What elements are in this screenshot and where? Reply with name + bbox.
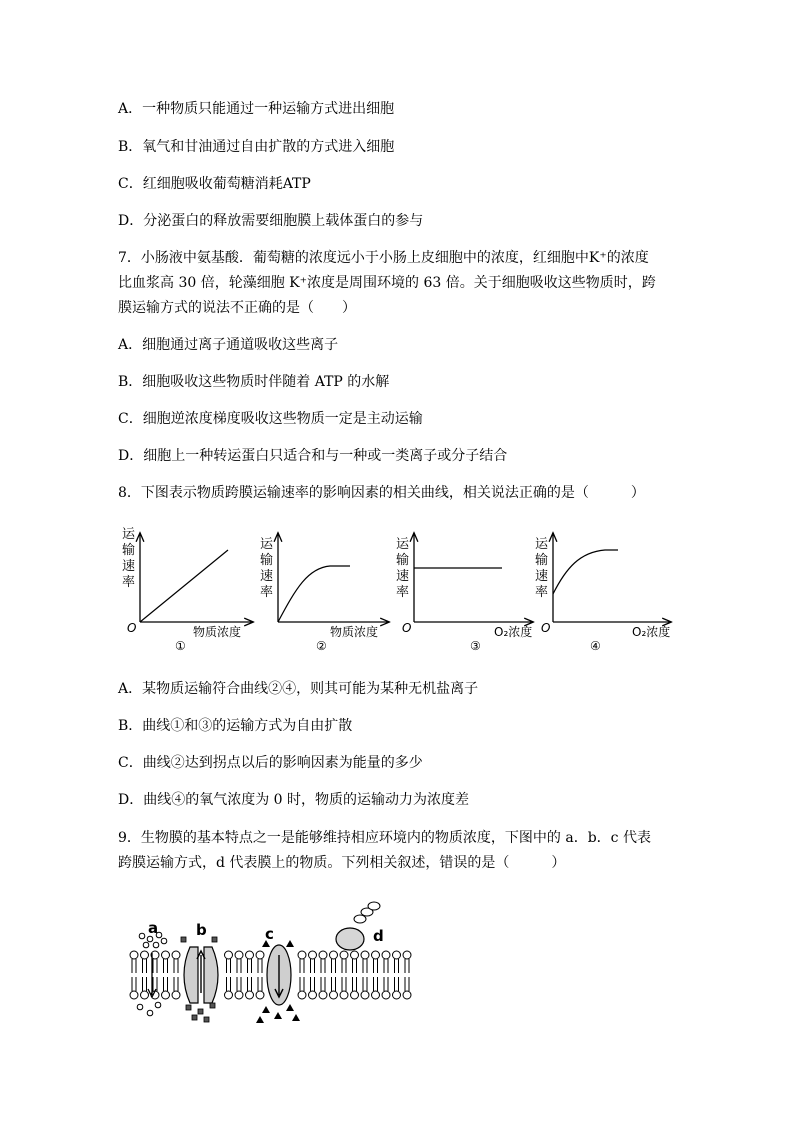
q9-stem-line-1: 9．生物膜的基本特点之一是能够维持相应环境内的物质浓度，下图中的 a．b．c 代表 bbox=[118, 830, 651, 846]
lipid-tail bbox=[353, 959, 357, 973]
lipid-head bbox=[330, 951, 338, 959]
lipid-tail bbox=[300, 977, 304, 991]
graph-1-ylabel-3: 速 bbox=[122, 559, 136, 574]
lipid-tail bbox=[227, 977, 231, 991]
lipid-tail bbox=[363, 959, 367, 973]
graph-1-number: ① bbox=[175, 639, 186, 653]
lipid-head bbox=[235, 991, 243, 999]
graph-1-origin: O bbox=[127, 621, 137, 635]
q8-option-c: C．曲线②达到拐点以后的影响因素为能量的多少 bbox=[118, 755, 423, 771]
lipid-head bbox=[246, 951, 254, 959]
lipid-head bbox=[361, 951, 369, 959]
lipid-tail bbox=[342, 977, 346, 991]
lipid-tail bbox=[153, 959, 157, 973]
graph-2-xlabel: 物质浓度 bbox=[330, 625, 379, 639]
graph-1-ylabel-1: 运 bbox=[122, 527, 136, 542]
lipid-head bbox=[256, 991, 264, 999]
lipid-head bbox=[162, 951, 170, 959]
lipid-tail bbox=[353, 977, 357, 991]
lipid-head bbox=[351, 991, 359, 999]
q6-option-d: D．分泌蛋白的释放需要细胞膜上载体蛋白的参与 bbox=[118, 213, 424, 229]
lipid-tail bbox=[384, 977, 388, 991]
q7-stem-line-1: 7．小肠液中氨基酸．葡萄糖的浓度远小于小肠上皮细胞中的浓度，红细胞中K⁺的浓度 bbox=[118, 250, 649, 266]
q7-option-d: D．细胞上一种转运蛋白只适合和与一种或一类离子或分子结合 bbox=[118, 448, 508, 464]
lipid-tail bbox=[143, 977, 147, 991]
graph-1-ylabel-4: 率 bbox=[122, 575, 136, 590]
lipid-tail bbox=[332, 959, 336, 973]
lipid-tail bbox=[174, 959, 178, 973]
lipid-head bbox=[393, 951, 401, 959]
lipid-tail bbox=[258, 977, 262, 991]
graph-1-ylabel-2: 输 bbox=[122, 543, 136, 558]
lipid-tail bbox=[248, 959, 252, 973]
graph-1-xlabel: 物质浓度 bbox=[193, 625, 242, 639]
q6-option-a: A．一种物质只能通过一种运输方式进出细胞 bbox=[118, 101, 395, 117]
lipid-head bbox=[256, 951, 264, 959]
lipid-head bbox=[351, 951, 359, 959]
graph-4-ylabel-3: 速 bbox=[535, 569, 549, 584]
lipid-head bbox=[382, 951, 390, 959]
graph-2-ylabel-1: 运 bbox=[260, 537, 274, 552]
q7-option-a: A．细胞通过离子通道吸收这些离子 bbox=[118, 337, 339, 353]
q6-option-c: C．红细胞吸收葡萄糖消耗ATP bbox=[118, 176, 311, 192]
lipid-tail bbox=[164, 977, 168, 991]
membrane-diagram bbox=[0, 895, 794, 1045]
lipid-head bbox=[225, 951, 233, 959]
graph-3-origin: O bbox=[402, 621, 412, 635]
graph-4-ylabel-4: 率 bbox=[535, 585, 549, 600]
lipid-head bbox=[319, 951, 327, 959]
lipid-head bbox=[309, 951, 317, 959]
lipid-tail bbox=[300, 959, 304, 973]
lipid-head bbox=[246, 991, 254, 999]
graph-4-curve bbox=[553, 550, 618, 594]
lipid-head bbox=[361, 991, 369, 999]
graph-2-ylabel-4: 率 bbox=[260, 585, 274, 600]
lipid-head bbox=[340, 991, 348, 999]
lipid-tail bbox=[374, 977, 378, 991]
lipid-tail bbox=[342, 959, 346, 973]
graph-4-xlabel: O₂浓度 bbox=[632, 625, 671, 639]
lipid-tail bbox=[143, 959, 147, 973]
lipid-head bbox=[372, 951, 380, 959]
graph-2-curve bbox=[278, 566, 350, 622]
lipid-tail bbox=[153, 977, 157, 991]
graph-3 bbox=[396, 534, 532, 653]
lipid-head bbox=[298, 991, 306, 999]
lipid-tail bbox=[237, 977, 241, 991]
channel-protein-c bbox=[267, 945, 291, 1005]
lipid-tail bbox=[332, 977, 336, 991]
graph-2-number: ② bbox=[316, 639, 327, 653]
lipid-head bbox=[309, 991, 317, 999]
lipid-head bbox=[225, 991, 233, 999]
lipid-head bbox=[340, 951, 348, 959]
q8-option-d: D．曲线④的氧气浓度为 0 时，物质的运输动力为浓度差 bbox=[118, 792, 470, 808]
lipid-head bbox=[162, 991, 170, 999]
q8-option-a: A．某物质运输符合曲线②④，则其可能为某种无机盐离子 bbox=[118, 681, 479, 697]
graph-2-ylabel-2: 输 bbox=[260, 553, 274, 568]
lipid-tail bbox=[321, 977, 325, 991]
lipid-head bbox=[141, 991, 149, 999]
label-d: d bbox=[373, 927, 384, 945]
lipid-head bbox=[130, 991, 138, 999]
lipid-head bbox=[372, 991, 380, 999]
lipid-tail bbox=[395, 959, 399, 973]
q7-stem-line-3: 膜运输方式的说法不正确的是（ ） bbox=[118, 300, 356, 316]
lipid-tail bbox=[405, 977, 409, 991]
graph-4-ylabel-2: 输 bbox=[535, 553, 549, 568]
lipid-tail bbox=[258, 959, 262, 973]
q7-option-b: B．细胞吸收这些物质时伴随着 ATP 的水解 bbox=[118, 374, 390, 390]
graph-1-curve bbox=[140, 550, 228, 622]
graph-2-ylabel-3: 速 bbox=[260, 569, 274, 584]
q6-option-b: B．氧气和甘油通过自由扩散的方式进入细胞 bbox=[118, 139, 395, 155]
lipid-head bbox=[172, 991, 180, 999]
lipid-head bbox=[298, 951, 306, 959]
lipid-tail bbox=[132, 959, 136, 973]
q7-option-c: C．细胞逆浓度梯度吸收这些物质一定是主动运输 bbox=[118, 411, 423, 427]
lipid-head bbox=[382, 991, 390, 999]
label-b: b bbox=[196, 921, 207, 939]
lipid-tail bbox=[227, 959, 231, 973]
lipid-head bbox=[319, 991, 327, 999]
lipid-head bbox=[141, 951, 149, 959]
lipid-head bbox=[130, 951, 138, 959]
graph-3-ylabel-2: 输 bbox=[396, 553, 410, 568]
graph-2 bbox=[260, 534, 388, 653]
lipid-tail bbox=[363, 977, 367, 991]
lipid-tail bbox=[384, 959, 388, 973]
lipid-head bbox=[403, 951, 411, 959]
lipid-head bbox=[235, 951, 243, 959]
graph-3-ylabel-4: 率 bbox=[396, 585, 410, 600]
graph-4-ylabel-1: 运 bbox=[535, 537, 549, 552]
q8-graphs bbox=[0, 510, 794, 660]
lipid-tail bbox=[311, 977, 315, 991]
graph-4-origin: O bbox=[541, 621, 551, 635]
lipid-tail bbox=[405, 959, 409, 973]
carrier-protein-b bbox=[184, 947, 218, 1003]
q8-option-b: B．曲线①和③的运输方式为自由扩散 bbox=[118, 718, 353, 734]
graph-4 bbox=[535, 534, 670, 653]
lipid-tail bbox=[248, 977, 252, 991]
lipid-head bbox=[330, 991, 338, 999]
lipid-head bbox=[393, 991, 401, 999]
lipid-tail bbox=[311, 959, 315, 973]
lipid-tail bbox=[132, 977, 136, 991]
lipid-head bbox=[172, 951, 180, 959]
q7-stem-line-2: 比血浆高 30 倍，轮藻细胞 K⁺浓度是周围环境的 63 倍。关于细胞吸收这些物质时，跨 bbox=[118, 275, 656, 291]
lipid-tail bbox=[374, 959, 378, 973]
lipid-tail bbox=[395, 977, 399, 991]
graph-3-xlabel: O₂浓度 bbox=[494, 625, 533, 639]
lipid-tail bbox=[237, 959, 241, 973]
label-a: a bbox=[148, 919, 159, 937]
lipid-tail bbox=[164, 959, 168, 973]
graph-3-ylabel-1: 运 bbox=[396, 537, 410, 552]
lipid-tail bbox=[321, 959, 325, 973]
label-c: c bbox=[265, 925, 274, 943]
graph-1 bbox=[122, 527, 252, 653]
graph-3-number: ③ bbox=[470, 639, 481, 653]
lipid-head bbox=[403, 991, 411, 999]
q8-stem: 8．下图表示物质跨膜运输速率的影响因素的相关曲线，相关说法正确的是（ ） bbox=[118, 485, 645, 501]
graph-4-number: ④ bbox=[590, 639, 601, 653]
graph-3-ylabel-3: 速 bbox=[396, 569, 410, 584]
lipid-tail bbox=[174, 977, 178, 991]
q9-stem-line-2: 跨膜运输方式，d 代表膜上的物质。下列相关叙述，错误的是（ ） bbox=[118, 855, 566, 871]
